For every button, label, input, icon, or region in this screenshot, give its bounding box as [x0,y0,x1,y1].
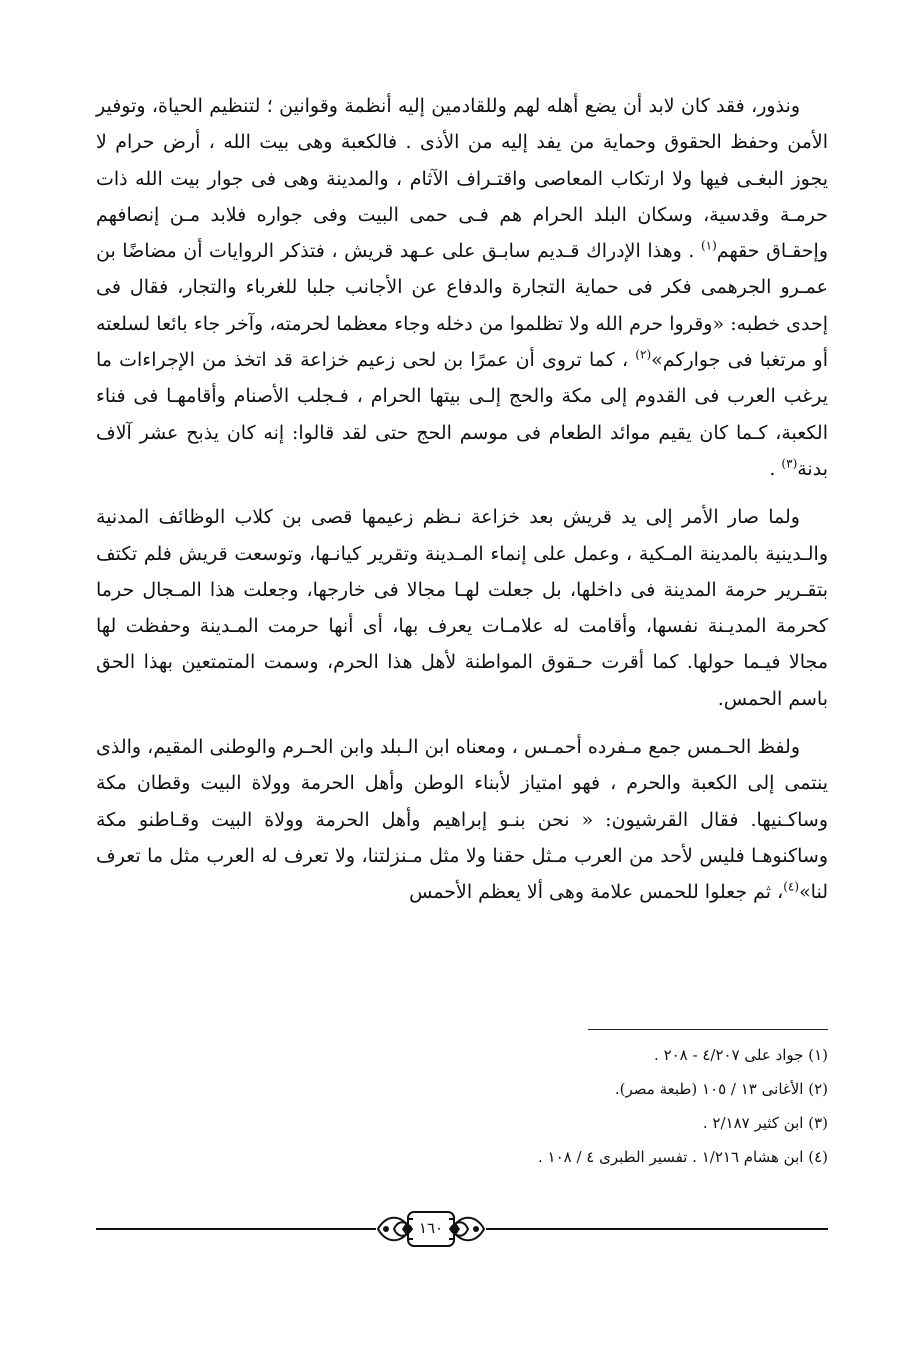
paragraph-3-text: ولفظ الحـمس جمع مـفرده أحمـس ، ومعناه ابن الـبلد وابن الحـرم والوطنى المقيم، والذى ينتمى إلى الكعبة والحرم ، فهو امتياز لأبناء الوطن وأهل الحرمة وولاة البيت وقطان مكة وساكـنيها. فقال القرشيون: « نحن بنـو إبراهيم وأهل الحرمة وولاة البيت وقـاطنو مكة وساكنوهـا فليس لأحد من العرب مـثل حقنا ولا مثل مـنزلتنا، ولا تعرف له العرب مثل ما تعرف لنا» [96,736,828,904]
footnote-1: (١) جواد على ٤/٢٠٧ - ٢٠٨ . [654,1046,828,1064]
footnote-ref-2: (٢) [635,347,652,362]
footnote-ref-1: (١) [700,238,717,253]
paragraph-2 [96,499,828,717]
body-text [96,88,828,911]
paragraph-2-text: ولما صار الأمر إلى يد قريش بعد خزاعة نـظم زعيمها قصى بن كلاب الوظائف المدنية والـدينية بالمدينة المـكية ، وعمل على إنماء المـدينة وتقرير كيانـها، وتوسعت قريش فلم تكتف بتقـرير حرمة المدينة فى داخلها، بل جعلت لهـا مجالا فى خارجها، وجعلت هذا المـجال حرما كحرمة المديـنة نفسها، وأقامت له علامـات يعرف بها، أى أنها حرمت المـدينة وحفظت لها مجالا فيـما حولها. كما أقرت حـقوق المواطنة لأهل هذا الحرم، وسمت المتمتعين بهذا الحق باسم الحمس. [96,506,828,710]
footnote-4: (٤) ابن هشام ١/٢١٦ . تفسير الطبرى ٤ / ١٠٨ . [537,1148,828,1166]
paragraph-3 [96,729,828,910]
paragraph-1 [96,88,828,487]
paragraph-1-text-3: ، كما تروى أن عمرًا بن لحى زعيم خزاعة قد اتخذ من الإجراءات ما يرغب العرب فى القدوم إلى مكة والحج إلـى بيتها الحرام ، فـجلب الأصنام وأقامهـا فى فناء الكعبة، كـما كان يقيم موائد الطعام فى موسم الحج حتى لقد قالوا: إنه كان يذبح عشر آلاف بدنة [96,349,828,480]
paragraph-3-text-2: ، ثم جعلوا للحمس علامة وهى ألا يعظم الأحمس [409,881,784,904]
footnote-ref-3: (٣) [781,456,798,471]
paragraph-1-text: ونذور، فقد كان لابد أن يضع أهله لهم وللقادمين إليه أنظمة وقوانين ؛ لتنظيم الحياة، وتوفير الأمن وحفظ الحقوق وحماية من يفد إليه من الأذى . فالكعبة وهى بيت الله ، أرض حرام لا يجوز البغـى فيها ولا ارتكاب المعاصى واقتـراف الآثام ، والمدينة وهى فى جوار بيت الله ذات حرمـة وقدسية، وسكان البلد الحرام هم فـى حمى البيت وفى جواره فلابد مـن إنصافهم وإحقـاق حقهم [96,95,828,263]
footnote-ref-4: (٤) [783,879,800,894]
footnote-2: (٢) الأغانى ١٣ / ١٠٥ (طبعة مصر). [614,1080,828,1098]
footnote-divider [588,1029,828,1030]
paragraph-1-text-4: . [769,457,782,480]
footer-rule-left [96,1228,376,1230]
page-number: ١٦٠ [413,1215,449,1241]
paragraph-1-text-2: . وهذا الإدراك قـديم سابـق على عـهد قريش ، فتذكر الروايات أن مضاضًا بن عمـرو الجرهمى فكر فى حماية التجارة والدفاع عن الأجانب جلبا للغرباء والتجار، فقال فى إحدى خطبه: «وقروا حرم الله ولا تظلموا من دخله وجاء معظما لحرمته، وآخر جاء بائعا لسلعته أو مرتغبا فى جواركم» [96,240,828,372]
footnote-3: (٣) ابن كثير ٢/١٨٧ . [702,1114,828,1132]
footnotes [96,1038,828,1174]
footer-rule-right [486,1228,828,1230]
